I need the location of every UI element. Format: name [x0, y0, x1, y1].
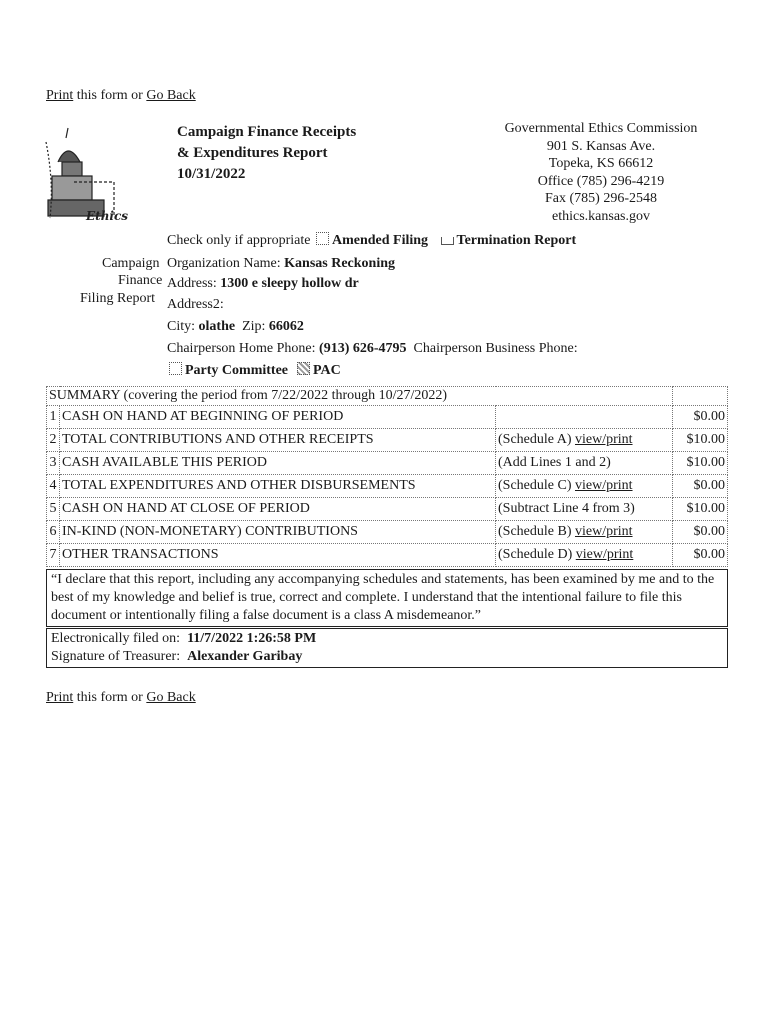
summary-table [46, 386, 728, 567]
report-date: 10/31/2022 [177, 166, 246, 182]
address-label: Address: [167, 276, 217, 291]
amended-filing-checkbox[interactable] [316, 232, 329, 245]
side-label-campaign: Campaign [102, 256, 160, 271]
state-capitol-seal-icon [44, 122, 134, 222]
home-phone-label: Chairperson Home Phone: [167, 341, 316, 356]
commission-name: Governmental Ethics Commission [504, 121, 698, 136]
row-schedule [496, 406, 673, 429]
commission-contact [484, 120, 718, 225]
nav-separator-text: this form or [76, 88, 143, 103]
go-back-link[interactable]: Go Back [146, 88, 196, 103]
title-line-2: & Expenditures Report [177, 145, 328, 161]
go-back-link-bottom[interactable]: Go Back [146, 690, 196, 705]
report-title [177, 122, 356, 185]
row-amount: $10.00 [673, 429, 728, 452]
organization-name-value: Kansas Reckoning [284, 256, 396, 271]
schedule-a-view-print-link[interactable]: view/print [574, 432, 633, 447]
filed-on-label: Electronically filed on: [51, 631, 181, 646]
row-number: 4 [47, 475, 60, 498]
signature-value: Alexander Garibay [187, 649, 303, 664]
nav-separator-text-bottom: this form or [76, 690, 143, 705]
termination-report-checkbox[interactable] [441, 237, 454, 245]
signature-row [51, 648, 723, 666]
address-row [167, 276, 359, 292]
row-schedule: (Schedule A) view/print [496, 429, 673, 452]
schedule-b-view-print-link[interactable]: view/print [574, 524, 633, 539]
city-label: City: [167, 319, 196, 334]
row-schedule: (Schedule C) view/print [496, 475, 673, 498]
filing-type-row [167, 232, 576, 249]
row-number: 2 [47, 429, 60, 452]
amended-filing-label: Amended Filing [331, 233, 429, 248]
commission-city: Topeka, KS 66612 [548, 156, 654, 171]
table-row [47, 521, 728, 544]
row-label: TOTAL CONTRIBUTIONS AND OTHER RECEIPTS [60, 429, 496, 452]
row-label: CASH ON HAND AT CLOSE OF PERIOD [60, 498, 496, 521]
row-amount: $10.00 [673, 452, 728, 475]
row-schedule: (Subtract Line 4 from 3) [496, 498, 673, 521]
top-nav [46, 88, 196, 104]
phone-row [167, 341, 578, 357]
row-amount: $0.00 [673, 521, 728, 544]
commission-office-phone: Office (785) 296-4219 [537, 173, 665, 189]
check-prompt: Check only if appropriate [167, 233, 311, 248]
declaration-text: “I declare that this report, including any accompanying schedules and statements, has been examined by me and to the best of my knowledge and belief is true, correct and complete. I understand that the intentional failure to file this document or intentionally filing a false document is a class A misdemeanor.” [46, 569, 728, 627]
summary-heading: SUMMARY (covering the period from 7/22/2022 through 10/27/2022) [47, 387, 673, 406]
schedule-c-view-print-link[interactable]: view/print [574, 478, 633, 493]
bottom-nav [46, 690, 196, 706]
party-committee-radio[interactable] [169, 362, 182, 375]
table-row [47, 429, 728, 452]
row-amount: $0.00 [673, 406, 728, 429]
seal-text: Ethics [86, 209, 129, 222]
filing-info [46, 628, 728, 668]
row-label: TOTAL EXPENDITURES AND OTHER DISBURSEMENTS [60, 475, 496, 498]
row-label: IN-KIND (NON-MONETARY) CONTRIBUTIONS [60, 521, 496, 544]
title-line-1: Campaign Finance Receipts [177, 124, 357, 140]
table-row [47, 498, 728, 521]
business-phone-label: Chairperson Business Phone: [413, 341, 578, 356]
row-number: 5 [47, 498, 60, 521]
row-number: 6 [47, 521, 60, 544]
print-link[interactable]: Print [46, 88, 74, 103]
table-row [47, 406, 728, 429]
city-value: olathe [198, 319, 236, 334]
organization-name-label: Organization Name: [167, 256, 281, 271]
pac-radio[interactable] [297, 362, 310, 375]
filed-on-row [51, 630, 723, 648]
side-label-filing-report: Filing Report [80, 291, 156, 306]
pac-label: PAC [313, 363, 341, 378]
city-zip-row [167, 319, 304, 335]
row-schedule: (Schedule B) view/print [496, 521, 673, 544]
commission-website: ethics.kansas.gov [552, 208, 650, 224]
committee-type-row [167, 362, 341, 379]
zip-value: 66062 [268, 319, 304, 334]
row-amount: $10.00 [673, 498, 728, 521]
side-label-finance: Finance [118, 273, 163, 288]
organization-name-row [167, 256, 395, 272]
row-amount: $0.00 [673, 544, 728, 567]
table-row [47, 544, 728, 567]
address2-row [167, 297, 224, 313]
row-label: OTHER TRANSACTIONS [60, 544, 496, 567]
filed-on-value: 11/7/2022 1:26:58 PM [187, 631, 317, 646]
commission-street: 901 S. Kansas Ave. [546, 138, 656, 154]
row-label: CASH ON HAND AT BEGINNING OF PERIOD [60, 406, 496, 429]
party-committee-label: Party Committee [185, 363, 289, 378]
address2-label: Address2: [167, 297, 224, 312]
signature-label: Signature of Treasurer: [51, 649, 181, 664]
commission-fax: Fax (785) 296-2548 [545, 191, 657, 206]
address-value: 1300 e sleepy hollow dr [220, 276, 359, 291]
row-amount: $0.00 [673, 475, 728, 498]
table-row [47, 452, 728, 475]
table-row [47, 475, 728, 498]
schedule-d-view-print-link[interactable]: view/print [575, 547, 634, 562]
row-number: 1 [47, 406, 60, 429]
row-label: CASH AVAILABLE THIS PERIOD [60, 452, 496, 475]
print-link-bottom[interactable]: Print [46, 690, 74, 705]
row-number: 7 [47, 544, 60, 567]
termination-report-label: Termination Report [456, 233, 577, 248]
row-number: 3 [47, 452, 60, 475]
row-schedule: (Schedule D) view/print [496, 544, 673, 567]
zip-label: Zip: [242, 319, 266, 334]
row-schedule: (Add Lines 1 and 2) [496, 452, 673, 475]
home-phone-value: (913) 626-4795 [319, 341, 407, 356]
